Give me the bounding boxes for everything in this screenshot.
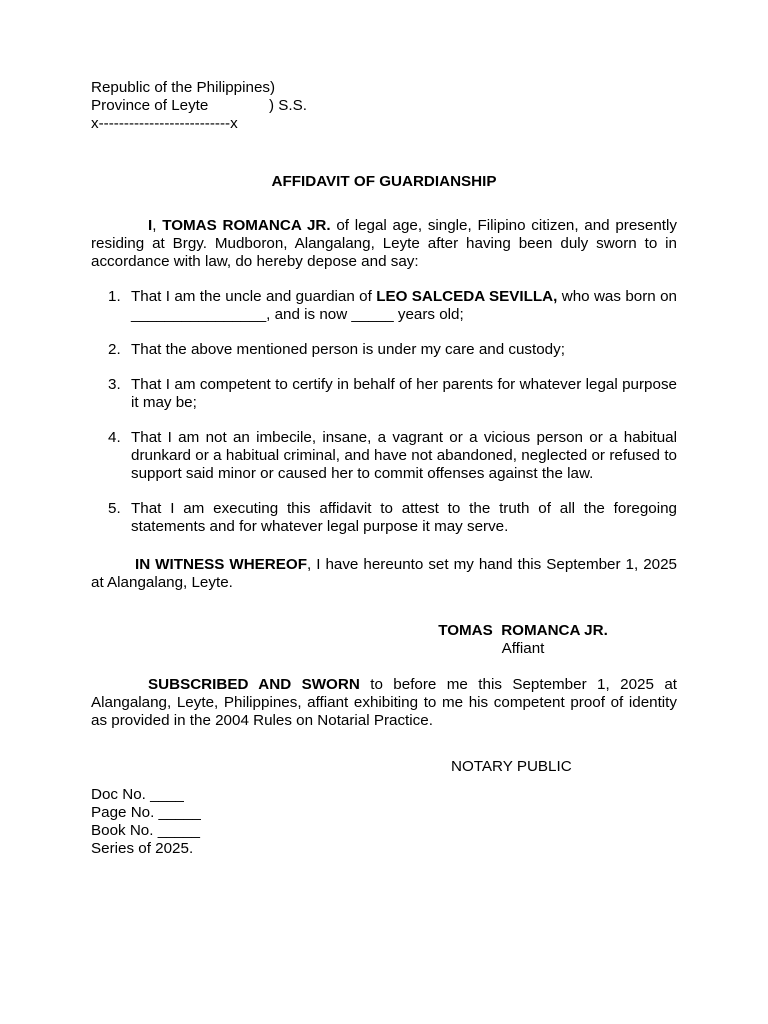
signatory-name: TOMAS ROMANCA JR. xyxy=(438,622,608,639)
list-item xyxy=(91,288,677,324)
deposition-list xyxy=(91,288,677,536)
page-number: Page No. _____ xyxy=(91,804,201,821)
caption-province-line xyxy=(91,97,677,115)
item-text: That I am not an imbecile, insane, a vagrant or a vicious person or a habitual drunkard or a habitual criminal, and have not abandoned, neglected or refused to support said minor or caused her to commit offenses against the law. xyxy=(131,429,677,482)
item-number: 4. xyxy=(108,429,121,446)
series-year: Series of 2025. xyxy=(91,840,194,857)
item-text: That I am competent to certify in behalf of her parents for whatever legal purpose it may be; xyxy=(131,376,677,411)
item-text: That the above mentioned person is under my care and custody; xyxy=(131,341,565,358)
item-number: 3. xyxy=(108,376,121,393)
list-item xyxy=(91,500,677,536)
jurat-heading: SUBSCRIBED AND SWORN xyxy=(148,676,360,693)
witness-heading: IN WITNESS WHEREOF xyxy=(135,556,307,573)
item-number: 5. xyxy=(108,500,121,517)
item-text: That I am executing this affidavit to attest to the truth of all the foregoing statements and for whatever legal purpose it may serve. xyxy=(131,500,677,535)
item-number: 1. xyxy=(108,288,121,305)
caption-ss: ) S.S. xyxy=(269,97,307,114)
venue-caption xyxy=(91,79,677,133)
notary-label: NOTARY PUBLIC xyxy=(451,758,572,775)
signature-block xyxy=(406,622,640,658)
item-text-post: who was born on ________________, and is now _____ years old; xyxy=(131,288,677,323)
intro-paragraph: I, TOMAS ROMANCA JR. of legal age, single, Filipino citizen, and presently residing at Brgy. Mudboron, Alangalang, Leyte after having been duly sworn to in accordance with law, do hereby depose and say: xyxy=(91,217,677,270)
ward-name: LEO SALCEDA SEVILLA, xyxy=(376,288,558,305)
document-title: AFFIDAVIT OF GUARDIANSHIP xyxy=(271,173,497,190)
caption-republic: Republic of the Philippines) xyxy=(91,79,276,96)
witness-paragraph xyxy=(91,556,677,592)
caption-separator: x--------------------------x xyxy=(91,115,238,132)
intro-pronoun: I xyxy=(148,217,153,234)
affidavit-page xyxy=(91,79,677,858)
caption-province: Province of Leyte xyxy=(91,97,209,114)
notarial-register xyxy=(91,786,677,858)
witness-text: , I have hereunto set my hand this September 1, 2025 at Alangalang, Leyte. xyxy=(91,556,677,591)
doc-number: Doc No. ____ xyxy=(91,786,184,803)
item-text-pre: That I am the uncle and guardian of xyxy=(131,288,377,305)
jurat-paragraph xyxy=(91,676,677,730)
signatory-role: Affiant xyxy=(501,640,545,657)
list-item xyxy=(91,376,677,412)
jurat-text: to before me this September 1, 2025 at Alangalang, Leyte, Philippines, affiant exhibiting to me his competent proof of identity as provided in the 2004 Rules on Notarial Practice. xyxy=(91,676,677,729)
book-number: Book No. _____ xyxy=(91,822,200,839)
affiant-name: TOMAS ROMANCA JR. xyxy=(162,217,331,234)
list-item xyxy=(91,341,677,359)
intro-text: of legal age, single, Filipino citizen, and presently residing at Brgy. Mudboron, Alangalang, Leyte after having been duly sworn to in accordance with law, do hereby depose and say: xyxy=(91,217,677,270)
item-number: 2. xyxy=(108,341,121,358)
list-item xyxy=(91,429,677,483)
